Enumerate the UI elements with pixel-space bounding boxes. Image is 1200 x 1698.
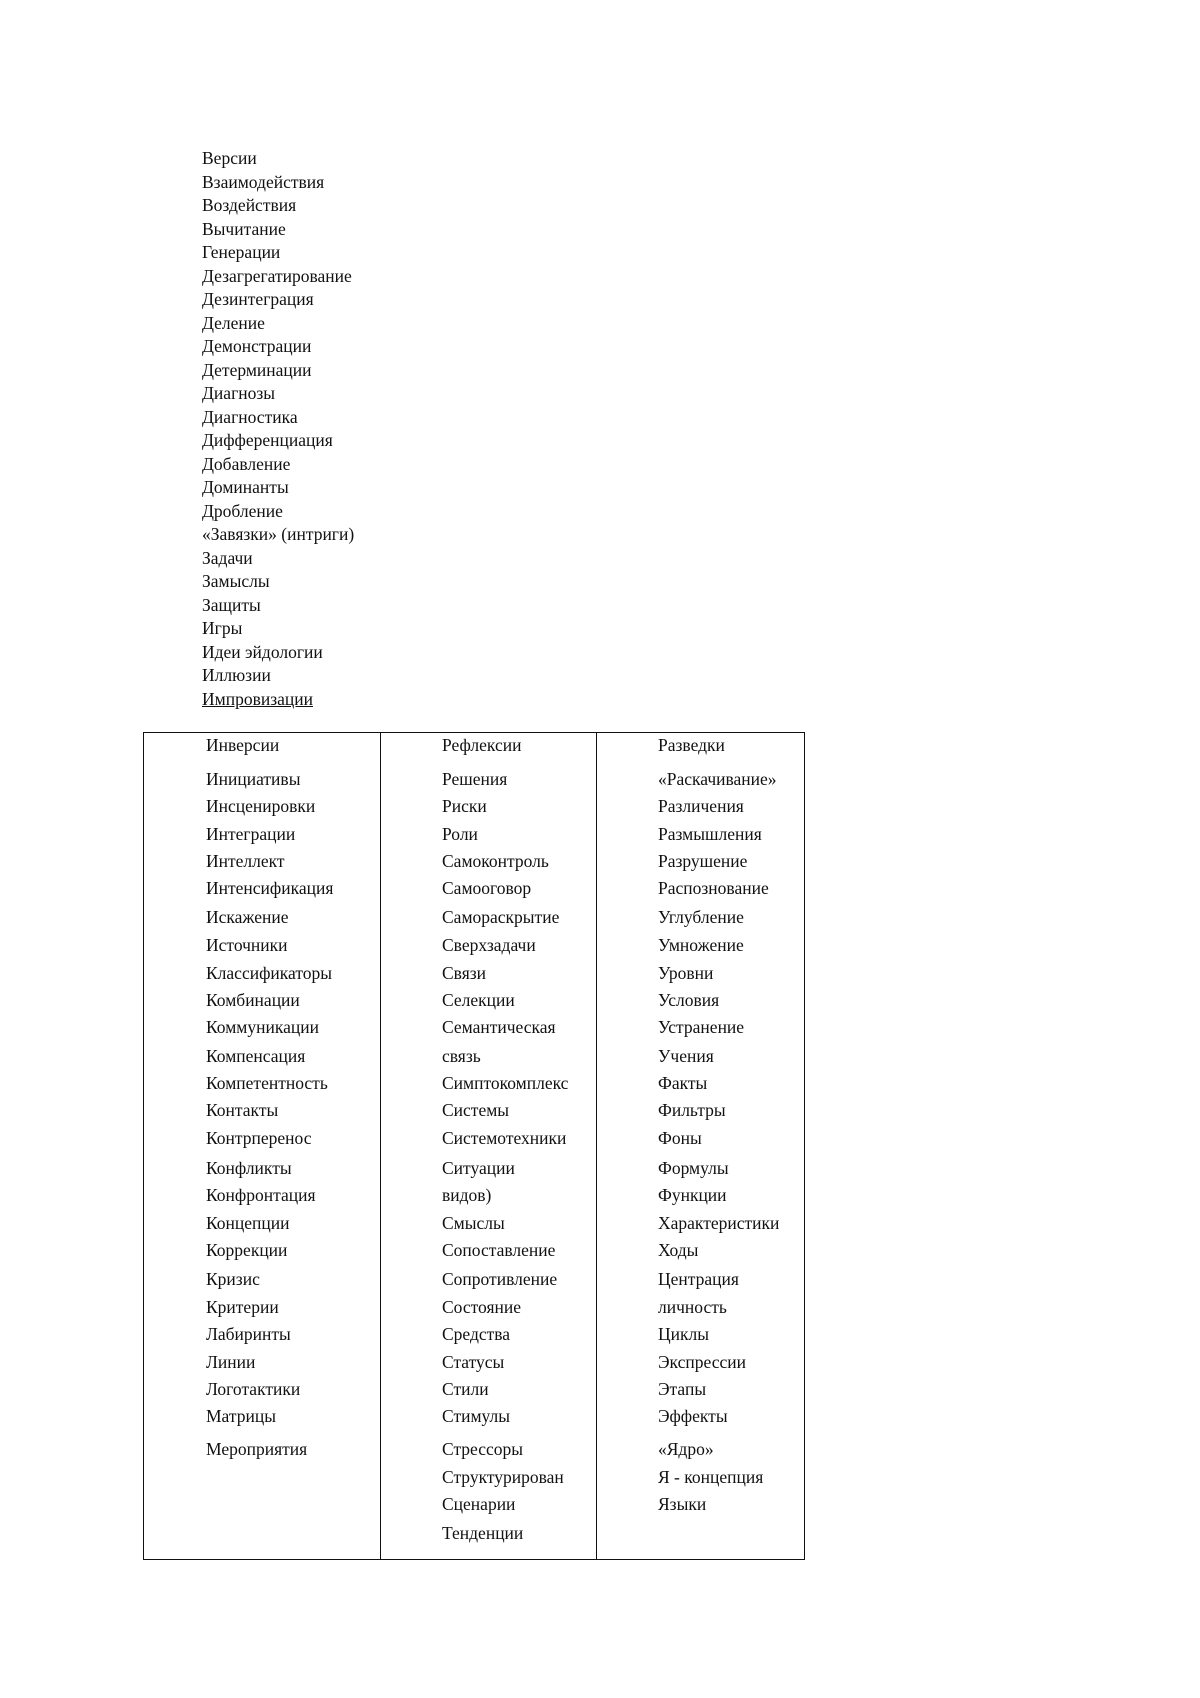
table-cell: Интеграции bbox=[206, 824, 296, 844]
table-cell: Логотактики bbox=[206, 1379, 301, 1399]
table-cell: Я - концепция bbox=[658, 1467, 764, 1487]
table-cell: Рефлексии bbox=[442, 735, 522, 755]
table-cell: Интенсификация bbox=[206, 878, 334, 898]
table-cell: Сценарии bbox=[442, 1494, 516, 1514]
table-cell: Компетентность bbox=[206, 1073, 328, 1093]
table-cell: Мероприятия bbox=[206, 1439, 308, 1459]
list-item: «Завязки» (интриги) bbox=[202, 524, 355, 544]
list-item: Игры bbox=[202, 618, 243, 638]
table-cell: Инициативы bbox=[206, 769, 301, 789]
table-cell: Матрицы bbox=[206, 1406, 276, 1426]
list-item: Детерминации bbox=[202, 359, 312, 380]
table-cell: Центрация bbox=[658, 1269, 739, 1289]
table-cell: Линии bbox=[206, 1352, 256, 1372]
table-cell: Инверсии bbox=[206, 735, 280, 755]
table-cell: Лабиринты bbox=[206, 1324, 291, 1344]
list-item: Деление bbox=[202, 312, 265, 333]
table-cell: Решения bbox=[442, 769, 508, 789]
table-cell: Функции bbox=[658, 1185, 727, 1205]
list-item: Диагностика bbox=[202, 406, 298, 427]
table-cell: Средства bbox=[442, 1324, 511, 1344]
terms-table bbox=[143, 732, 805, 1560]
table-cell: Конфронтация bbox=[206, 1185, 316, 1205]
table-cell: Источники bbox=[206, 935, 288, 955]
table-cell: Уровни bbox=[658, 963, 714, 983]
table-cell: Семантическая bbox=[442, 1017, 556, 1037]
table-cell: Роли bbox=[442, 824, 478, 844]
table-cell: Комбинации bbox=[206, 990, 300, 1010]
table-cell: Структурирован bbox=[442, 1467, 564, 1487]
list-item: Вычитание bbox=[202, 218, 286, 239]
table-cell: видов) bbox=[442, 1185, 492, 1205]
table-cell: Инсценировки bbox=[206, 796, 316, 816]
table-cell: Умножение bbox=[658, 935, 744, 955]
list-item: Задачи bbox=[202, 547, 253, 568]
table-cell: Интеллект bbox=[206, 851, 285, 871]
list-item: Воздействия bbox=[202, 195, 297, 215]
table-cell: Учения bbox=[658, 1046, 714, 1066]
table-cell: Критерии bbox=[206, 1297, 279, 1317]
table-cell: Самораскрытие bbox=[442, 907, 560, 927]
table-cell: Фильтры bbox=[658, 1100, 726, 1120]
table-cell: Распознование bbox=[658, 878, 769, 898]
table-cell: Размышления bbox=[658, 824, 762, 844]
table-cell: Языки bbox=[658, 1494, 707, 1514]
column-divider bbox=[596, 733, 597, 1559]
list-item: Импровизации bbox=[202, 688, 313, 709]
table-cell: Смыслы bbox=[442, 1213, 505, 1233]
table-cell: Циклы bbox=[658, 1324, 709, 1344]
table-cell: Контрперенос bbox=[206, 1128, 312, 1148]
table-cell: Стимулы bbox=[442, 1406, 511, 1426]
table-cell: Кризис bbox=[206, 1269, 260, 1289]
term-list bbox=[202, 147, 354, 711]
table-cell: Ходы bbox=[658, 1240, 699, 1260]
table-cell: Системы bbox=[442, 1100, 510, 1120]
table-cell: Тенденции bbox=[442, 1523, 524, 1543]
table-cell: Сверхзадачи bbox=[442, 935, 536, 955]
list-item: Дифференциация bbox=[202, 430, 333, 450]
list-item: Иллюзии bbox=[202, 665, 271, 685]
list-item: Дробление bbox=[202, 500, 283, 521]
table-cell: Разведки bbox=[658, 735, 725, 755]
table-cell: Сопротивление bbox=[442, 1269, 558, 1289]
table-cell: Характеристики bbox=[658, 1213, 780, 1233]
table-cell: Этапы bbox=[658, 1379, 707, 1399]
list-item: Доминанты bbox=[202, 477, 289, 497]
list-item: Диагнозы bbox=[202, 383, 276, 403]
table-cell: Искажение bbox=[206, 907, 289, 927]
table-cell: Углубление bbox=[658, 907, 744, 927]
table-cell: Компенсация bbox=[206, 1046, 306, 1066]
list-item: Замыслы bbox=[202, 571, 270, 591]
list-item: Дезинтеграция bbox=[202, 289, 314, 309]
table-cell: Фоны bbox=[658, 1128, 702, 1148]
table-cell: Эффекты bbox=[658, 1406, 728, 1426]
table-cell: Контакты bbox=[206, 1100, 279, 1120]
table-cell: Различения bbox=[658, 796, 744, 816]
table-cell: Селекции bbox=[442, 990, 515, 1010]
table-cell: Стрессоры bbox=[442, 1439, 524, 1459]
table-cell: Самооговор bbox=[442, 878, 532, 898]
list-item: Дезагрегатирование bbox=[202, 265, 352, 286]
list-item: Идеи эйдологии bbox=[202, 641, 323, 662]
list-item: Добавление bbox=[202, 453, 291, 474]
table-cell: Концепции bbox=[206, 1213, 290, 1233]
table-cell: Коммуникации bbox=[206, 1017, 319, 1037]
table-cell: Статусы bbox=[442, 1352, 505, 1372]
table-cell: Формулы bbox=[658, 1158, 729, 1178]
table-cell: Условия bbox=[658, 990, 720, 1010]
table-cell: Стили bbox=[442, 1379, 489, 1399]
table-cell: Риски bbox=[442, 796, 487, 816]
table-cell: Разрушение bbox=[658, 851, 748, 871]
table-cell: личность bbox=[658, 1297, 727, 1317]
table-cell: Состояние bbox=[442, 1297, 522, 1317]
table-cell: Ситуации bbox=[442, 1158, 515, 1178]
table-cell: Самоконтроль bbox=[442, 851, 549, 871]
list-item: Взаимодействия bbox=[202, 171, 325, 192]
table-cell: Классификаторы bbox=[206, 963, 333, 983]
table-cell: Конфликты bbox=[206, 1158, 292, 1178]
table-cell: Сопоставление bbox=[442, 1240, 556, 1260]
column-divider bbox=[380, 733, 381, 1559]
table-cell: Факты bbox=[658, 1073, 708, 1093]
table-cell: Экспрессии bbox=[658, 1352, 746, 1372]
table-cell: Связи bbox=[442, 963, 487, 983]
table-cell: Устранение bbox=[658, 1017, 745, 1037]
table-cell: Системотехники bbox=[442, 1128, 567, 1148]
table-cell: Симптокомплекс bbox=[442, 1073, 569, 1093]
list-item: Генерации bbox=[202, 242, 281, 262]
table-cell: связь bbox=[442, 1046, 481, 1066]
table-cell: Коррекции bbox=[206, 1240, 288, 1260]
list-item: Защиты bbox=[202, 594, 261, 615]
list-item: Версии bbox=[202, 148, 257, 168]
list-item: Демонстрации bbox=[202, 336, 312, 356]
table-cell: «Ядро» bbox=[658, 1439, 714, 1459]
table-cell: «Раскачивание» bbox=[658, 769, 777, 789]
